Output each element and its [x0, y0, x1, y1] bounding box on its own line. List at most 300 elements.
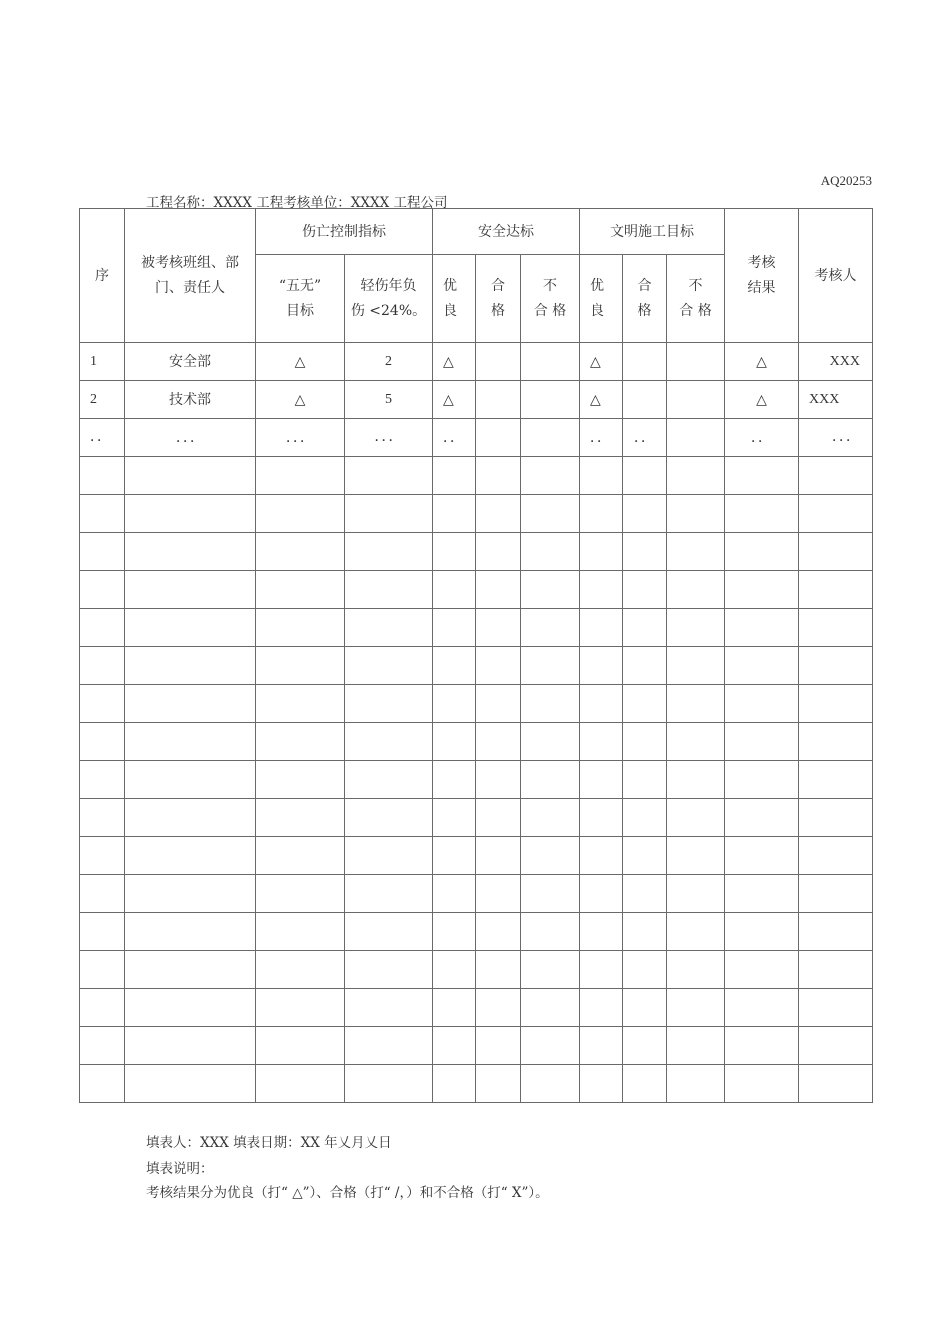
empty-cell [256, 1027, 345, 1065]
cell-minor-injury: ．．． [345, 419, 433, 457]
empty-cell [667, 723, 725, 761]
empty-cell [80, 1065, 125, 1103]
empty-cell [580, 723, 623, 761]
header-civil-excellent-line2: 良 [590, 302, 604, 319]
empty-cell [799, 989, 873, 1027]
empty-cell [345, 1027, 433, 1065]
empty-cell [80, 609, 125, 647]
empty-cell [256, 457, 345, 495]
empty-cell [623, 875, 667, 913]
empty-cell [256, 685, 345, 723]
empty-cell [125, 533, 256, 571]
empty-cell [80, 533, 125, 571]
empty-cell [125, 875, 256, 913]
cell-civil-pass: ．． [623, 419, 667, 457]
blank-row [80, 875, 873, 913]
empty-cell [521, 685, 580, 723]
empty-cell [476, 875, 521, 913]
empty-cell [256, 951, 345, 989]
empty-cell [80, 913, 125, 951]
empty-cell [725, 989, 799, 1027]
empty-cell [799, 761, 873, 799]
empty-cell [433, 799, 476, 837]
empty-cell [580, 533, 623, 571]
empty-cell [345, 685, 433, 723]
empty-cell [667, 875, 725, 913]
empty-cell [667, 799, 725, 837]
empty-cell [623, 647, 667, 685]
empty-cell [725, 609, 799, 647]
header-civil-pass-line1: 合 [637, 277, 652, 294]
header-civil-excellent [580, 255, 623, 343]
empty-cell [623, 837, 667, 875]
empty-cell [521, 875, 580, 913]
empty-cell [125, 989, 256, 1027]
empty-cell [125, 1027, 256, 1065]
empty-cell [345, 1065, 433, 1103]
header-injury-control: 伤亡控制指标 [256, 209, 433, 255]
header-safety-pass [476, 255, 521, 343]
header-safety-fail-line2: 合 格 [533, 302, 567, 319]
empty-cell [345, 799, 433, 837]
cell-result: ．． [725, 419, 799, 457]
empty-cell [623, 723, 667, 761]
cell-result: △ [725, 343, 799, 381]
cell-unit: ．．． [125, 419, 256, 457]
empty-cell [725, 647, 799, 685]
empty-cell [580, 1027, 623, 1065]
empty-cell [623, 913, 667, 951]
empty-cell [580, 761, 623, 799]
empty-cell [580, 571, 623, 609]
empty-cell [433, 761, 476, 799]
empty-cell [80, 1027, 125, 1065]
empty-cell [799, 647, 873, 685]
empty-cell [667, 837, 725, 875]
empty-cell [476, 723, 521, 761]
cell-civil-pass [623, 381, 667, 419]
empty-cell [799, 533, 873, 571]
empty-cell [521, 533, 580, 571]
cell-civil-excellent: △ [580, 381, 623, 419]
cell-seq: ．． [80, 419, 125, 457]
empty-cell [125, 609, 256, 647]
cell-safety-pass [476, 419, 521, 457]
empty-cell [799, 1027, 873, 1065]
empty-cell [433, 837, 476, 875]
empty-cell [256, 875, 345, 913]
empty-cell [521, 799, 580, 837]
empty-cell [623, 1065, 667, 1103]
blank-row [80, 533, 873, 571]
empty-cell [799, 685, 873, 723]
empty-cell [667, 533, 725, 571]
empty-cell [256, 837, 345, 875]
empty-cell [725, 457, 799, 495]
cell-safety-excellent: △ [433, 381, 476, 419]
cell-safety-pass [476, 381, 521, 419]
notes-title: 填表说明： [146, 1161, 214, 1177]
header-civil-fail-line1: 不 [688, 277, 703, 294]
empty-cell [256, 647, 345, 685]
empty-cell [433, 609, 476, 647]
empty-cell [725, 951, 799, 989]
empty-cell [476, 1027, 521, 1065]
cell-seq: 2 [80, 381, 125, 419]
blank-row [80, 457, 873, 495]
empty-cell [125, 571, 256, 609]
empty-cell [125, 647, 256, 685]
empty-cell [725, 685, 799, 723]
cell-five-none: ．．． [256, 419, 345, 457]
header-civil-fail-line2: 合 格 [679, 302, 712, 319]
blank-row [80, 1027, 873, 1065]
empty-cell [80, 761, 125, 799]
header-safety-pass-line1: 合 [491, 277, 505, 294]
empty-cell [667, 989, 725, 1027]
empty-cell [80, 647, 125, 685]
header-five-none-line2: 目标 [286, 302, 314, 319]
empty-cell [580, 799, 623, 837]
header-safety-excellent-line2: 良 [443, 302, 457, 319]
empty-cell [80, 799, 125, 837]
empty-cell [725, 799, 799, 837]
empty-cell [725, 723, 799, 761]
empty-cell [125, 799, 256, 837]
empty-cell [256, 723, 345, 761]
header-civil-pass-line2: 格 [637, 302, 652, 319]
empty-cell [476, 685, 521, 723]
header-safety-fail-line1: 不 [543, 277, 557, 294]
empty-cell [345, 837, 433, 875]
empty-cell [667, 913, 725, 951]
table-row [80, 419, 873, 457]
empty-cell [256, 571, 345, 609]
cell-civil-excellent: △ [580, 343, 623, 381]
header-safety-excellent [433, 255, 476, 343]
blank-row [80, 609, 873, 647]
empty-cell [521, 609, 580, 647]
blank-row [80, 989, 873, 1027]
empty-cell [433, 875, 476, 913]
header-minor-injury-line2: 伤 <24%。 [350, 302, 427, 319]
empty-cell [125, 1065, 256, 1103]
cell-minor-injury: 2 [345, 343, 433, 381]
empty-cell [580, 951, 623, 989]
empty-cell [476, 799, 521, 837]
table-row [80, 381, 873, 419]
empty-cell [725, 913, 799, 951]
header-minor-injury-line1: 轻伤年负 [360, 277, 417, 294]
cell-unit: 安全部 [125, 343, 256, 381]
header-result-line1: 考核 [747, 254, 776, 271]
cell-assessor: ．．． [799, 419, 873, 457]
cell-unit: 技术部 [125, 381, 256, 419]
empty-cell [667, 951, 725, 989]
empty-cell [433, 533, 476, 571]
empty-cell [725, 875, 799, 913]
empty-cell [476, 1065, 521, 1103]
blank-row [80, 685, 873, 723]
empty-cell [80, 723, 125, 761]
empty-cell [256, 495, 345, 533]
header-assessed-unit [125, 209, 256, 343]
cell-minor-injury: 5 [345, 381, 433, 419]
empty-cell [725, 571, 799, 609]
empty-cell [256, 609, 345, 647]
empty-cell [667, 1065, 725, 1103]
empty-cell [580, 647, 623, 685]
empty-cell [433, 685, 476, 723]
empty-cell [521, 571, 580, 609]
empty-cell [667, 1027, 725, 1065]
empty-cell [125, 495, 256, 533]
empty-cell [345, 457, 433, 495]
table-row [80, 343, 873, 381]
header-safety-excellent-line1: 优 [443, 277, 457, 294]
blank-row [80, 723, 873, 761]
empty-cell [799, 457, 873, 495]
empty-cell [256, 1065, 345, 1103]
cell-assessor: XXX [799, 343, 873, 381]
empty-cell [521, 761, 580, 799]
header-safety-pass-line2: 格 [491, 302, 505, 319]
header-civil-pass [623, 255, 667, 343]
empty-cell [623, 761, 667, 799]
empty-cell [125, 951, 256, 989]
empty-cell [580, 457, 623, 495]
empty-cell [433, 913, 476, 951]
header-row-1 [80, 209, 873, 255]
filler-info: 填表人：XXX 填表日期：XX 年乂月乂日 [146, 1135, 392, 1151]
empty-cell [125, 913, 256, 951]
empty-cell [725, 495, 799, 533]
empty-cell [433, 989, 476, 1027]
blank-row [80, 1065, 873, 1103]
empty-cell [799, 837, 873, 875]
empty-cell [580, 495, 623, 533]
blank-row [80, 951, 873, 989]
empty-cell [521, 1065, 580, 1103]
empty-cell [476, 457, 521, 495]
header-assessor: 考核人 [799, 209, 873, 343]
cell-civil-excellent: ．． [580, 419, 623, 457]
empty-cell [580, 609, 623, 647]
empty-cell [345, 913, 433, 951]
empty-cell [345, 951, 433, 989]
empty-cell [667, 609, 725, 647]
header-seq: 序 [80, 209, 125, 343]
empty-cell [521, 837, 580, 875]
cell-safety-excellent: ．． [433, 419, 476, 457]
cell-safety-excellent: △ [433, 343, 476, 381]
project-info-line: 工程名称：XXXX 工程考核单位：XXXX 工程公司 [146, 195, 448, 211]
empty-cell [125, 685, 256, 723]
empty-cell [476, 571, 521, 609]
empty-cell [521, 723, 580, 761]
header-safety-standard: 安全达标 [433, 209, 580, 255]
empty-cell [667, 761, 725, 799]
empty-cell [667, 685, 725, 723]
empty-cell [799, 571, 873, 609]
empty-cell [623, 457, 667, 495]
header-safety-fail [521, 255, 580, 343]
assessment-table [79, 208, 873, 1103]
empty-cell [125, 761, 256, 799]
header-civil-excellent-line1: 优 [590, 277, 604, 294]
empty-cell [623, 685, 667, 723]
empty-cell [256, 533, 345, 571]
empty-cell [80, 457, 125, 495]
empty-cell [521, 457, 580, 495]
empty-cell [799, 875, 873, 913]
cell-civil-pass [623, 343, 667, 381]
empty-cell [623, 799, 667, 837]
empty-cell [623, 571, 667, 609]
empty-cell [345, 761, 433, 799]
cell-civil-fail [667, 343, 725, 381]
empty-cell [345, 723, 433, 761]
empty-cell [580, 989, 623, 1027]
empty-cell [799, 495, 873, 533]
header-result-line2: 结果 [747, 279, 776, 296]
empty-cell [667, 647, 725, 685]
cell-safety-fail [521, 381, 580, 419]
blank-row [80, 913, 873, 951]
empty-cell [580, 685, 623, 723]
header-five-none-line1: “五无” [278, 277, 322, 294]
cell-five-none: △ [256, 381, 345, 419]
empty-cell [476, 495, 521, 533]
empty-cell [256, 989, 345, 1027]
empty-cell [476, 951, 521, 989]
empty-cell [725, 1027, 799, 1065]
blank-row [80, 761, 873, 799]
empty-cell [580, 1065, 623, 1103]
cell-civil-fail [667, 419, 725, 457]
empty-cell [80, 875, 125, 913]
empty-cell [80, 571, 125, 609]
empty-cell [521, 913, 580, 951]
cell-five-none: △ [256, 343, 345, 381]
empty-cell [521, 1027, 580, 1065]
empty-cell [799, 951, 873, 989]
empty-cell [433, 495, 476, 533]
cell-safety-pass [476, 343, 521, 381]
notes-text: 考核结果分为优良（打“ △”）、合格（打“ /，）和不合格（打“ X”）。 [146, 1185, 549, 1201]
empty-cell [80, 951, 125, 989]
empty-cell [799, 799, 873, 837]
empty-cell [521, 989, 580, 1027]
empty-cell [345, 609, 433, 647]
empty-cell [623, 609, 667, 647]
empty-cell [476, 989, 521, 1027]
header-assessed-unit-line1: 被考核班组、部 [141, 254, 239, 271]
cell-civil-fail [667, 381, 725, 419]
empty-cell [725, 533, 799, 571]
empty-cell [580, 875, 623, 913]
empty-cell [725, 837, 799, 875]
empty-cell [345, 495, 433, 533]
empty-cell [580, 913, 623, 951]
empty-cell [521, 647, 580, 685]
blank-row [80, 837, 873, 875]
empty-cell [521, 495, 580, 533]
blank-row [80, 495, 873, 533]
empty-cell [80, 837, 125, 875]
empty-cell [125, 723, 256, 761]
empty-cell [623, 989, 667, 1027]
empty-cell [476, 761, 521, 799]
cell-assessor: XXX [799, 381, 873, 419]
empty-cell [345, 647, 433, 685]
empty-cell [433, 457, 476, 495]
empty-cell [623, 1027, 667, 1065]
empty-cell [80, 989, 125, 1027]
empty-cell [667, 571, 725, 609]
cell-safety-fail [521, 419, 580, 457]
empty-cell [345, 533, 433, 571]
empty-cell [433, 951, 476, 989]
document-code: AQ20253 [820, 173, 872, 188]
empty-cell [799, 609, 873, 647]
empty-cell [476, 609, 521, 647]
empty-cell [667, 495, 725, 533]
header-minor-injury-rate [345, 255, 433, 343]
empty-cell [623, 495, 667, 533]
empty-cell [799, 913, 873, 951]
empty-cell [125, 837, 256, 875]
empty-cell [80, 495, 125, 533]
empty-cell [667, 457, 725, 495]
blank-row [80, 799, 873, 837]
empty-cell [476, 533, 521, 571]
empty-cell [476, 647, 521, 685]
header-civilized-construction: 文明施工目标 [580, 209, 725, 255]
empty-cell [345, 571, 433, 609]
empty-cell [799, 1065, 873, 1103]
empty-cell [433, 571, 476, 609]
blank-row [80, 647, 873, 685]
empty-cell [345, 989, 433, 1027]
header-civil-fail [667, 255, 725, 343]
cell-seq: 1 [80, 343, 125, 381]
header-five-none-target [256, 255, 345, 343]
cell-safety-fail [521, 343, 580, 381]
empty-cell [256, 761, 345, 799]
header-result [725, 209, 799, 343]
empty-cell [433, 1065, 476, 1103]
empty-cell [345, 875, 433, 913]
empty-cell [256, 799, 345, 837]
empty-cell [580, 837, 623, 875]
empty-cell [433, 1027, 476, 1065]
empty-cell [125, 457, 256, 495]
empty-cell [799, 723, 873, 761]
empty-cell [476, 913, 521, 951]
empty-cell [476, 837, 521, 875]
empty-cell [623, 533, 667, 571]
header-assessed-unit-line2: 门、责任人 [155, 279, 225, 296]
empty-cell [433, 723, 476, 761]
empty-cell [521, 951, 580, 989]
blank-row [80, 571, 873, 609]
empty-cell [80, 685, 125, 723]
empty-cell [725, 761, 799, 799]
cell-result: △ [725, 381, 799, 419]
empty-cell [433, 647, 476, 685]
empty-cell [725, 1065, 799, 1103]
